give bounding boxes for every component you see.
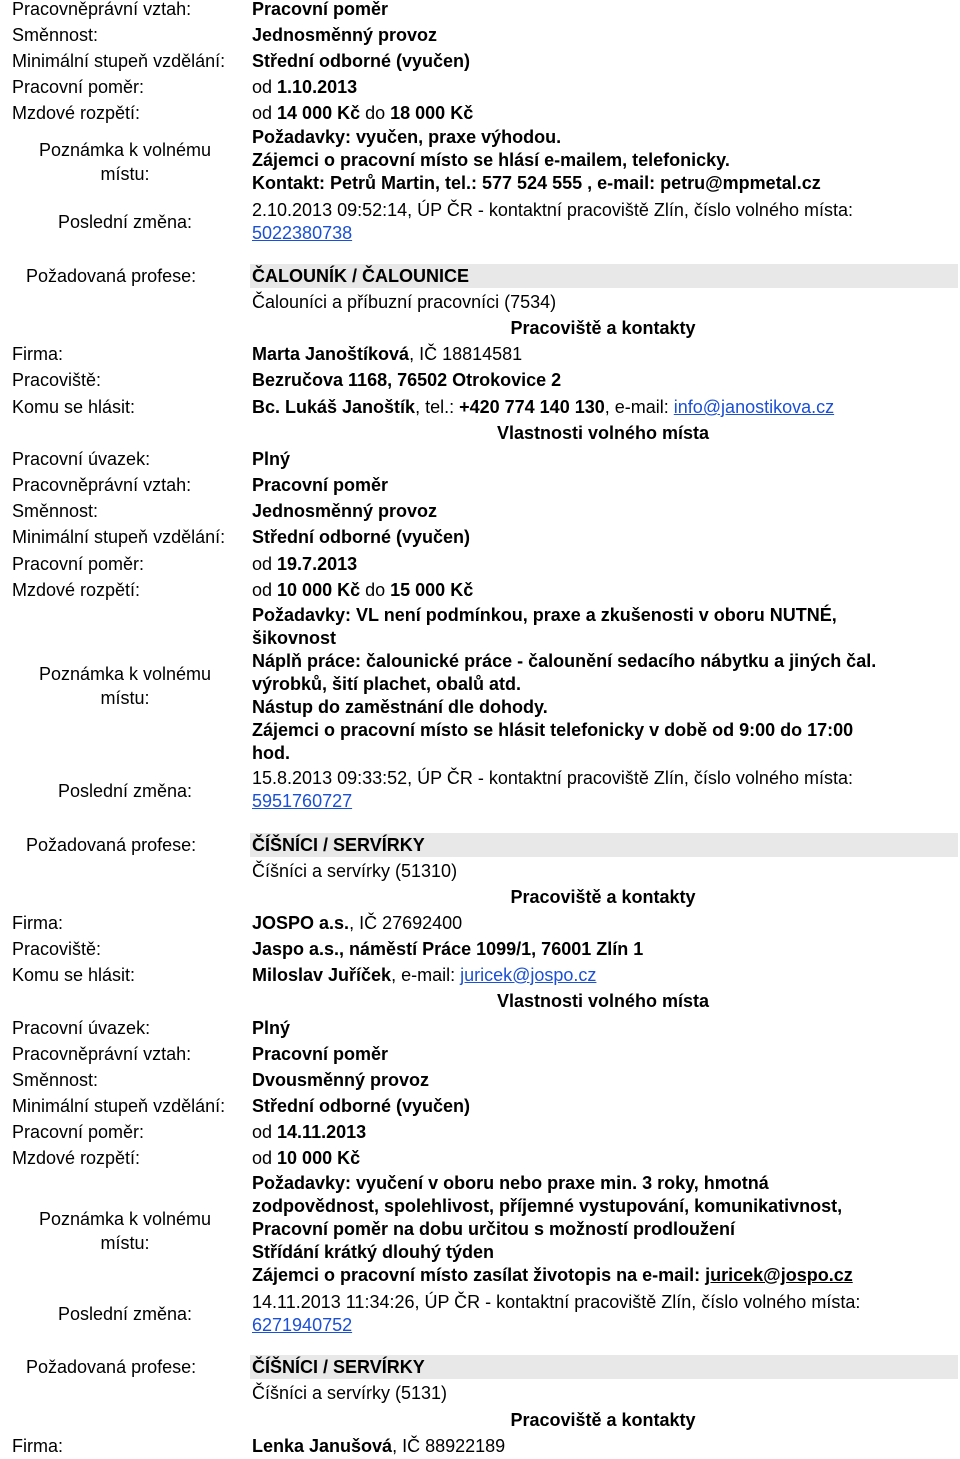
note-line: Střídání krátký dlouhý týden — [252, 1242, 495, 1262]
note-line: Zájemci o pracovní místo se hlásit telefonicky v době od 9:00 do 17:00 — [252, 720, 854, 740]
note-line: Nástup do zaměstnání dle dohody. — [252, 697, 548, 717]
row-shift — [0, 23, 960, 47]
firm-ic: , IČ 27692400 — [349, 913, 463, 933]
row-firm — [0, 342, 960, 366]
section-heading: Pracoviště a kontakty — [510, 318, 696, 338]
contact-email-link[interactable]: juricek@jospo.cz — [460, 965, 597, 985]
note-line: Zájemci o pracovní místo se hlásí e-mailem, telefonicky. — [252, 150, 730, 170]
field-value — [252, 552, 357, 576]
row-shift — [0, 499, 960, 523]
field-value: Jednosměnný provoz — [252, 501, 438, 521]
note-label: Poznámka k volnému místu: — [38, 664, 212, 708]
value-prefix: od — [252, 77, 278, 97]
profession-category: Čalouníci a příbuzní pracovníci (7534) — [252, 292, 557, 312]
value-prefix: od — [252, 580, 278, 600]
note-text — [252, 1172, 952, 1287]
last-change-label: Poslední změna: — [57, 212, 193, 232]
field-label: Komu se hlásit: — [12, 965, 136, 985]
row-education — [0, 525, 960, 549]
field-value: Jaspo a.s., náměstí Práce 1099/1, 76001 Zlín 1 — [252, 939, 644, 959]
mail-label: , e-mail: — [391, 965, 461, 985]
note-email-link[interactable]: juricek@jospo.cz — [705, 1265, 853, 1285]
value-strong: 14.11.2013 — [277, 1122, 367, 1142]
contact-email-link[interactable]: info@janostikova.cz — [673, 397, 835, 417]
value-strong: 18 000 Kč — [390, 103, 474, 123]
field-label: Minimální stupeň vzdělání: — [12, 51, 226, 71]
note-line — [252, 1264, 952, 1287]
field-label: Pracovní poměr: — [12, 554, 145, 574]
field-label: Minimální stupeň vzdělání: — [12, 1096, 226, 1116]
field-value — [252, 911, 462, 935]
section-heading: Vlastnosti volného místa — [496, 991, 710, 1011]
tel-label: , tel.: — [415, 397, 460, 417]
value-strong: 19.7.2013 — [277, 554, 358, 574]
field-value — [252, 101, 473, 125]
row-salary — [0, 578, 960, 602]
row-workplace — [0, 937, 960, 961]
row-employment-relation — [0, 473, 960, 497]
value-mid: do — [360, 103, 391, 123]
field-label: Pracovní úvazek: — [12, 1018, 151, 1038]
value-mid: do — [360, 580, 391, 600]
field-value: Střední odborné (vyučen) — [252, 1096, 471, 1116]
field-value: Pracovní poměr — [252, 0, 389, 19]
field-value — [252, 75, 357, 99]
profession-label: Požadovaná profese: — [26, 266, 197, 286]
section-heading: Pracoviště a kontakty — [510, 887, 696, 907]
field-value — [252, 342, 522, 366]
row-firm — [0, 911, 960, 935]
field-label: Pracoviště: — [12, 939, 102, 959]
firm-name: JOSPO a.s. — [252, 913, 350, 933]
row-profession — [0, 264, 960, 288]
row-workplace — [0, 368, 960, 392]
field-value: Plný — [252, 449, 291, 469]
profession-title: ČÍŠNÍCI / SERVÍRKY — [252, 835, 425, 855]
contact-name: Bc. Lukáš Janoštík — [252, 397, 416, 417]
section-heading: Pracoviště a kontakty — [510, 1410, 696, 1430]
field-value: Střední odborné (vyučen) — [252, 527, 471, 547]
field-value: Pracovní poměr — [252, 475, 389, 495]
row-workload — [0, 447, 960, 471]
vacancy-number-link[interactable]: 5951760727 — [252, 791, 353, 811]
row-profession — [0, 833, 960, 857]
note-line: šikovnost — [252, 628, 337, 648]
note-label: Poznámka k volnému místu: — [38, 140, 212, 184]
vacancy-number-link[interactable]: 5022380738 — [252, 223, 353, 243]
profession-title: ČALOUNÍK / ČALOUNICE — [252, 266, 469, 286]
value-strong: 15 000 Kč — [390, 580, 474, 600]
field-label: Mzdové rozpětí: — [12, 1148, 141, 1168]
field-value: Jednosměnný provoz — [252, 25, 438, 45]
firm-name: Lenka Janušová — [252, 1436, 393, 1456]
field-label: Směnnost: — [12, 1070, 99, 1090]
value-strong: 1.10.2013 — [277, 77, 358, 97]
value-prefix: od — [252, 554, 278, 574]
row-start-date — [0, 552, 960, 576]
row-profession — [0, 1355, 960, 1379]
field-label: Směnnost: — [12, 25, 99, 45]
note-line: Náplň práce: čalounické práce - čalounění sedacího nábytku a jiných čal. — [252, 651, 877, 671]
last-change-label: Poslední změna: — [57, 781, 193, 801]
field-value: Plný — [252, 1018, 291, 1038]
section-heading-contacts — [0, 1408, 960, 1432]
field-value — [252, 963, 596, 987]
change-text: 15.8.2013 09:33:52, ÚP ČR - kontaktní pracoviště Zlín, číslo volného místa: — [252, 768, 853, 788]
field-label: Pracovněprávní vztah: — [12, 1044, 192, 1064]
profession-category: Číšníci a servírky (51310) — [252, 861, 458, 881]
value-prefix: od — [252, 1148, 278, 1168]
row-start-date — [0, 75, 960, 99]
note-text — [252, 604, 952, 765]
field-label: Firma: — [12, 1436, 63, 1456]
field-value — [252, 1120, 366, 1144]
field-label: Mzdové rozpětí: — [12, 580, 141, 600]
row-employment-relation — [0, 0, 960, 21]
last-change-text — [252, 767, 952, 813]
row-employment-relation — [0, 1042, 960, 1066]
firm-name: Marta Janoštíková — [252, 344, 410, 364]
note-line: Požadavky: VL není podmínkou, praxe a zkušenosti v oboru NUTNÉ, — [252, 605, 837, 625]
value-strong: 10 000 Kč — [277, 580, 361, 600]
note-line: Pracovní poměr na dobu určitou s možností prodloužení — [252, 1219, 736, 1239]
last-change-text — [252, 199, 952, 245]
value-strong: 10 000 Kč — [277, 1148, 361, 1168]
row-education — [0, 49, 960, 73]
note-line: Požadavky: vyučen, praxe výhodou. — [252, 127, 562, 147]
field-value — [252, 1434, 505, 1458]
profession-title: ČÍŠNÍCI / SERVÍRKY — [252, 1357, 425, 1377]
field-value — [252, 578, 473, 602]
section-heading: Vlastnosti volného místa — [496, 423, 710, 443]
note-line: Kontakt: Petrů Martin, tel.: 577 524 555 , e-mail: petru@mpmetal.cz — [252, 173, 821, 193]
firm-ic: , IČ 18814581 — [409, 344, 523, 364]
field-label: Směnnost: — [12, 501, 99, 521]
vacancy-number-link[interactable]: 6271940752 — [252, 1315, 353, 1335]
row-firm — [0, 1434, 960, 1458]
note-line: Požadavky: vyučení v oboru nebo praxe min. 3 roky, hmotná — [252, 1173, 769, 1193]
field-label: Mzdové rozpětí: — [12, 103, 141, 123]
row-shift — [0, 1068, 960, 1092]
row-salary — [0, 1146, 960, 1170]
last-change-label: Poslední změna: — [57, 1304, 193, 1324]
note-line: výrobků, šití plachet, obalů atd. — [252, 674, 522, 694]
field-value: Dvousměnný provoz — [252, 1070, 430, 1090]
value-prefix: od — [252, 1122, 278, 1142]
field-value: Střední odborné (vyučen) — [252, 51, 471, 71]
contact-name: Miloslav Juříček — [252, 965, 392, 985]
section-heading-contacts — [0, 885, 960, 909]
row-education — [0, 1094, 960, 1118]
field-label: Komu se hlásit: — [12, 397, 136, 417]
row-workload — [0, 1016, 960, 1040]
row-profession-sub — [0, 1381, 960, 1405]
field-value — [252, 395, 834, 419]
field-label: Pracovněprávní vztah: — [12, 475, 192, 495]
note-line: hod. — [252, 743, 290, 763]
row-contact — [0, 963, 960, 987]
field-label: Firma: — [12, 344, 63, 364]
firm-ic: , IČ 88922189 — [392, 1436, 506, 1456]
field-label: Firma: — [12, 913, 63, 933]
value-strong: 14 000 Kč — [277, 103, 361, 123]
field-value — [252, 1146, 360, 1170]
profession-category: Číšníci a servírky (5131) — [252, 1383, 448, 1403]
field-value: Pracovní poměr — [252, 1044, 389, 1064]
mail-label: , e-mail: — [604, 397, 674, 417]
field-label: Pracovněprávní vztah: — [12, 0, 192, 19]
field-label: Pracoviště: — [12, 370, 102, 390]
field-label: Pracovní poměr: — [12, 77, 145, 97]
row-profession-sub — [0, 290, 960, 314]
note-label: Poznámka k volnému místu: — [38, 1209, 212, 1253]
field-label: Minimální stupeň vzdělání: — [12, 527, 226, 547]
row-start-date — [0, 1120, 960, 1144]
row-contact — [0, 395, 960, 419]
change-text: 2.10.2013 09:52:14, ÚP ČR - kontaktní pracoviště Zlín, číslo volného místa: — [252, 200, 853, 220]
last-change-text — [252, 1291, 952, 1337]
note-mail-prefix: Zájemci o pracovní místo zasílat životopis na e-mail: — [252, 1265, 706, 1285]
contact-phone: +420 774 140 130 — [459, 397, 605, 417]
section-heading-contacts — [0, 316, 960, 340]
row-profession-sub — [0, 859, 960, 883]
change-text: 14.11.2013 11:34:26, ÚP ČR - kontaktní pracoviště Zlín, číslo volného místa: — [252, 1292, 861, 1312]
field-label: Pracovní úvazek: — [12, 449, 151, 469]
section-heading-props — [0, 421, 960, 445]
note-line: zodpovědnost, spolehlivost, příjemné vystupování, komunikativnost, — [252, 1196, 843, 1216]
profession-label: Požadovaná profese: — [26, 835, 197, 855]
note-text — [252, 126, 952, 195]
field-value: Bezručova 1168, 76502 Otrokovice 2 — [252, 370, 562, 390]
row-salary — [0, 101, 960, 125]
profession-label: Požadovaná profese: — [26, 1357, 197, 1377]
field-label: Pracovní poměr: — [12, 1122, 145, 1142]
value-prefix: od — [252, 103, 278, 123]
section-heading-props — [0, 989, 960, 1013]
